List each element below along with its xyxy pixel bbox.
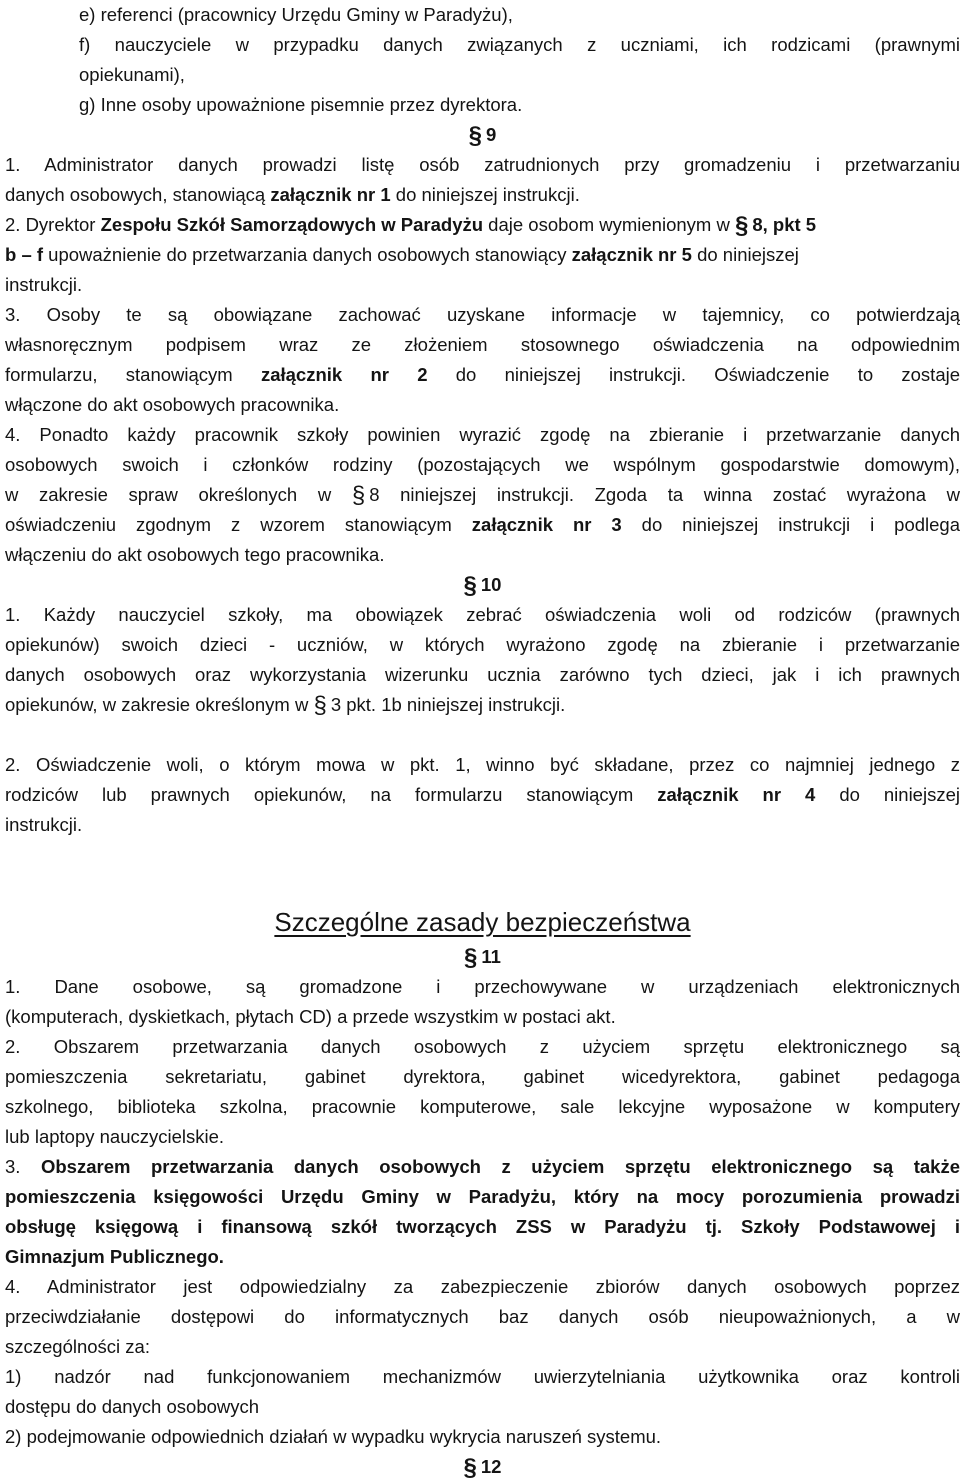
text-line: formularzu, stanowiącym załącznik nr 2 do niniejszej instrukcji. Oświadczenie to zostaje — [5, 364, 960, 385]
text-line: 3. Osoby te są obowiązane zachować uzyskane informacje w tajemnicy, co potwierdzają — [5, 304, 960, 325]
text-line: 2. Oświadczenie woli, o którym mowa w pkt. 1, winno być składane, przez co najmniej jednego z — [5, 754, 960, 775]
paragraph-11-3 — [5, 1152, 960, 1272]
section-symbol: § — [464, 944, 478, 971]
section-symbol: § — [734, 212, 749, 239]
section-symbol: § — [313, 692, 327, 719]
text-line: danych osobowych, stanowiącą załącznik nr 1 do niniejszej instrukcji. — [5, 184, 580, 205]
text-line: (komputerach, dyskietkach, płytach CD) a przede wszystkim w postaci akt. — [5, 1006, 616, 1027]
text-line: 3. Obszarem przetwarzania danych osobowych z użyciem sprzętu elektronicznego są także — [5, 1156, 960, 1177]
text-line: szczególności za: — [5, 1336, 150, 1357]
section-title: Szczególne zasady bezpieczeństwa — [274, 907, 691, 937]
text-line: instrukcji. — [5, 814, 83, 835]
section-9-heading: § 9 — [468, 122, 497, 149]
list-item: 1) nadzór nad funkcjonowaniem mechanizmów uwierzytelniania użytkownika oraz kontroli — [5, 1366, 960, 1387]
list-item-e: e) referenci (pracownicy Urzędu Gminy w Paradyżu), — [79, 4, 513, 25]
list-item-cont: dostępu do danych osobowych — [5, 1396, 260, 1417]
list-item-f: f) nauczyciele w przypadku danych związanych z uczniami, ich rodzicami (prawnymi — [79, 34, 960, 55]
text-line: włączeniu do akt osobowych tego pracownika. — [5, 544, 385, 565]
paragraph-11-4 — [5, 1272, 960, 1452]
text-line: obsługę księgową i finansową szkół tworzących ZSS w Paradyżu tj. Szkoły Podstawowej i — [5, 1216, 960, 1237]
text-line: 1. Administrator danych prowadzi listę osób zatrudnionych przy gromadzeniu i przetwarzaniu — [5, 154, 960, 175]
paragraph-10-2 — [5, 750, 960, 840]
paragraph-9-4 — [5, 420, 960, 570]
text-line: rodziców lub prawnych opiekunów, na formularzu stanowiącym załącznik nr 4 do niniejszej — [5, 784, 960, 805]
text-line: 2. Dyrektor Zespołu Szkół Samorządowych w Paradyżu daje osobom wymienionym w § 8, pkt 5 — [5, 212, 817, 239]
paragraph-11-2 — [5, 1032, 960, 1152]
text-line: danych osobowych oraz wykorzystania wizerunku ucznia zarówno tych dzieci, jak i ich prawnych — [5, 664, 960, 685]
document-page — [5, 0, 960, 1482]
section-symbol: § — [351, 482, 366, 509]
section-12-heading: § 12 — [463, 1454, 502, 1481]
paragraph-11-1 — [5, 972, 960, 1032]
text-line: oświadczeniu zgodnym z wzorem stanowiącym załącznik nr 3 do niniejszej instrukcji i podlega — [5, 514, 960, 535]
text-line: przeciwdziałanie dostępowi do informatycznych baz danych osób nieupoważnionych, a w — [5, 1306, 960, 1327]
text-line: Gimnazjum Publicznego. — [5, 1246, 224, 1267]
text-line: szkolnego, biblioteka szkolna, pracownie komputerowe, sale lekcyjne wyposażone w komputery — [5, 1096, 960, 1117]
section-symbol: § — [463, 1454, 477, 1481]
list-item: 2) podejmowanie odpowiednich działań w wypadku wykrycia naruszeń systemu. — [5, 1426, 662, 1447]
text-line: 4. Administrator jest odpowiedzialny za zabezpieczenie zbiorów danych osobowych poprzez — [5, 1276, 960, 1297]
paragraph-9-3 — [5, 300, 960, 420]
section-symbol: § — [463, 572, 477, 599]
text-line: opiekunów, w zakresie określonym w § 3 pkt. 1b niniejszej instrukcji. — [5, 692, 566, 719]
list-item-g: g) Inne osoby upoważnione pisemnie przez dyrektora. — [79, 94, 523, 115]
text-line: 1. Każdy nauczyciel szkoły, ma obowiązek zebrać oświadczenia woli od rodziców (prawnych — [5, 604, 960, 625]
paragraph-9-2 — [5, 210, 960, 300]
text-line: b – f upoważnienie do przetwarzania danych osobowych stanowiący załącznik nr 5 do niniejszej — [5, 244, 799, 265]
text-line: 2. Obszarem przetwarzania danych osobowych z użyciem sprzętu elektronicznego są — [5, 1036, 960, 1057]
list-item-f-cont: opiekunami), — [79, 64, 185, 85]
spacer — [5, 720, 960, 750]
text-line: 1. Dane osobowe, są gromadzone i przechowywane w urządzeniach elektronicznych — [5, 976, 960, 997]
text-line: w zakresie spraw określonych w § 8 niniejszej instrukcji. Zgoda ta winna zostać wyrażona w — [5, 482, 960, 509]
text-line: instrukcji. — [5, 274, 83, 295]
text-line: własnoręcznym podpisem wraz ze złożeniem stosownego oświadczenia na odpowiednim — [5, 334, 960, 355]
section-11-heading: § 11 — [464, 944, 501, 971]
text-line: pomieszczenia księgowości Urzędu Gminy w Paradyżu, który na mocy porozumienia prowadzi — [5, 1186, 960, 1207]
paragraph-9-1 — [5, 150, 960, 210]
text-line: opiekunów) swoich dzieci - uczniów, w których wyrażono zgodę na zbieranie i przetwarzanie — [5, 634, 960, 655]
paragraph-10-1 — [5, 600, 960, 720]
text-line: pomieszczenia sekretariatu, gabinet dyrektora, gabinet wicedyrektora, gabinet pedagoga — [5, 1066, 960, 1087]
section-10-heading: § 10 — [463, 572, 502, 599]
text-line: osobowych swoich i członków rodziny (pozostających we wspólnym gospodarstwie domowym), — [5, 454, 960, 475]
text-line: 4. Ponadto każdy pracownik szkoły powinien wyrazić zgodę na zbieranie i przetwarzanie danych — [5, 424, 960, 445]
text-line: lub laptopy nauczycielskie. — [5, 1126, 225, 1147]
text-line: włączone do akt osobowych pracownika. — [5, 394, 340, 415]
section-symbol: § — [468, 122, 483, 149]
